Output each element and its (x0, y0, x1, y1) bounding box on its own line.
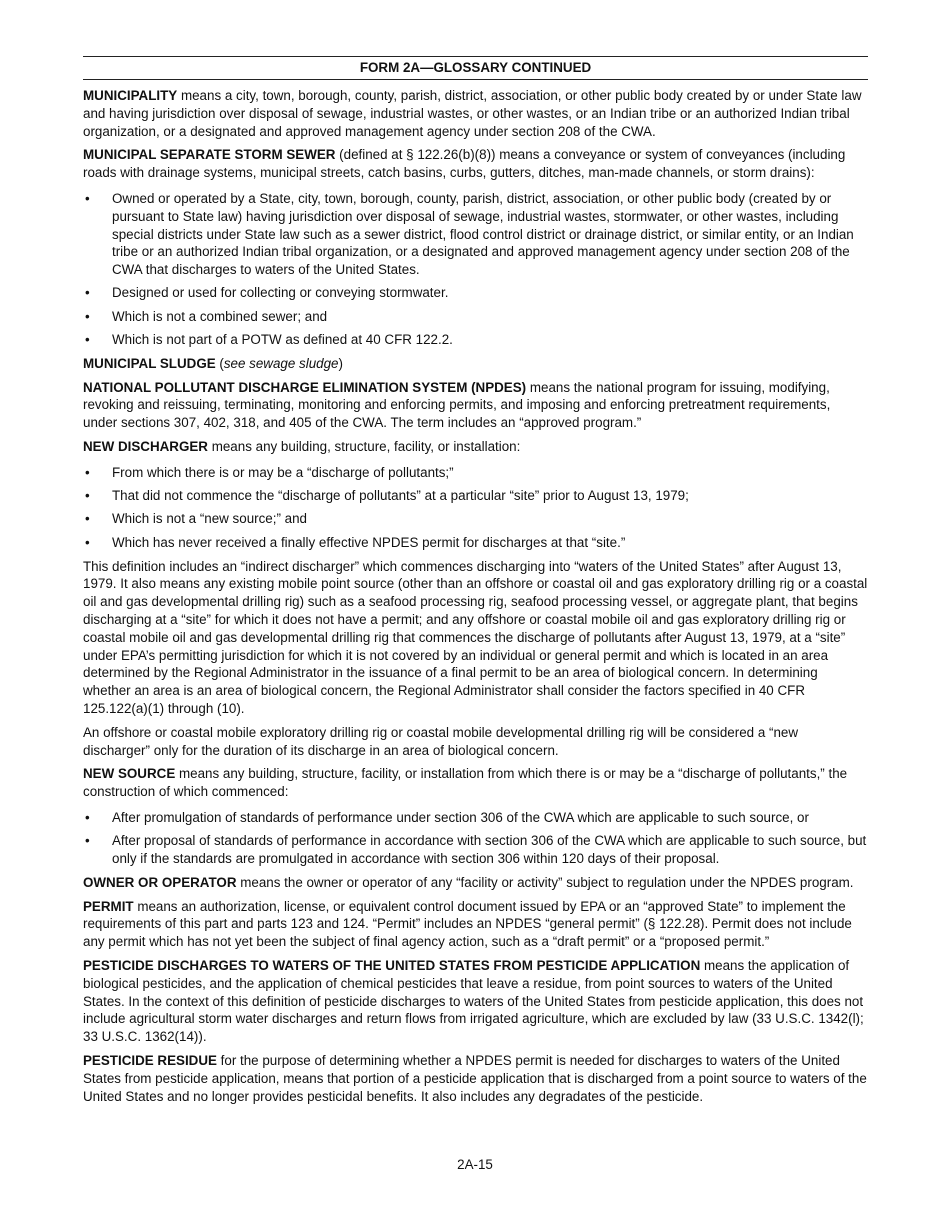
bullet-icon: • (85, 534, 90, 550)
entry-municipality (83, 87, 868, 140)
bullet-icon: • (85, 833, 90, 849)
list-item: • After promulgation of standards of performance under section 306 of the CWA which are applicable to such source, or (85, 809, 809, 825)
bullet-icon: • (85, 308, 90, 324)
list-item: • Which is not a “new source;” and (85, 511, 307, 527)
bullet-icon: • (85, 332, 90, 348)
entry-owner-or-operator (83, 874, 868, 892)
list-item: • After proposal of standards of performance in accordance with section 306 of the CWA which are applicable to such source, but only if the standards are promulgated in accordance with section 306 within 120 days of their proposal. (85, 833, 867, 866)
term: NATIONAL POLLUTANT DISCHARGE ELIMINATION SYSTEM (NPDES) (83, 379, 527, 395)
term: MUNICIPAL SLUDGE (83, 355, 216, 371)
bullet-icon: • (85, 464, 90, 480)
definition: means an authorization, license, or equivalent control document issued by EPA or an “approved State” to implement the requirements of this part and parts 123 and 124. “Permit” includes an NPDES “general permit” (§ 122.28). Permit does not include any permit which has not yet been the subject of final agency action, such as a “draft permit” or a “proposed permit.” (83, 898, 852, 950)
definition: means the national program for issuing, modifying, revoking and reissuing, terminating, monitoring and enforcing permits, and imposing and enforcing pretreatment requirements, under sections 307, 402, 318, and 405 of the CWA. The term includes an “approved program.” (83, 379, 831, 431)
term: PERMIT (83, 898, 134, 914)
list-item: • Which has never received a finally effective NPDES permit for discharges at that “site.” (85, 534, 626, 550)
list-item: • Which is not part of a POTW as defined at 40 CFR 122.2. (85, 332, 453, 348)
list-item: • That did not commence the “discharge of pollutants” at a particular “site” prior to August 13, 1979; (85, 488, 689, 504)
entry-municipal-sludge: MUNICIPAL SLUDGE (see sewage sludge) (83, 355, 343, 371)
list-item: • Owned or operated by a State, city, town, borough, county, parish, district, association, or other public body (created by or pursuant to State law) having jurisdiction over disposal of sewage, industrial wastes, stormwater, or other wastes, including special districts under State law such as a sewer district, flood control district or drainage district, or similar entity, or an Indian tribe or an authorized Indian tribal organization, or a designated and approved management agency under section 208 of the CWA that discharges to waters of the United States. (85, 190, 854, 278)
entry-new-discharger (83, 438, 868, 456)
entry-npdes (83, 379, 868, 432)
definition: (defined at § 122.26(b)(8)) means a conveyance or system of conveyances (including roads with drainage systems, municipal streets, catch basins, curbs, gutters, ditches, man-made channels, or storm drains): (83, 147, 846, 181)
bullet-icon: • (85, 511, 90, 527)
page-number: 2A-15 (457, 1157, 493, 1172)
term: NEW DISCHARGER (83, 439, 208, 455)
bullet-icon: • (85, 190, 90, 206)
definition: means any building, structure, facility, or installation: (207, 439, 521, 455)
new-discharger-paragraph-2: An offshore or coastal mobile exploratory drilling rig or coastal mobile developmental drilling rig will be considered a “new discharger” only for the duration of its discharge in an area of biological concern. (83, 724, 799, 758)
list-item: • Designed or used for collecting or conveying stormwater. (85, 285, 449, 301)
ms4-list (83, 190, 868, 349)
entry-pesticide-discharges (83, 957, 868, 1046)
entry-new-source (83, 765, 868, 801)
term: MUNICIPALITY (83, 88, 178, 103)
term: OWNER OR OPERATOR (83, 874, 237, 890)
list-item: • From which there is or may be a “discharge of pollutants;” (85, 464, 454, 480)
definition: means a city, town, borough, county, parish, district, association, or other public body created by or under State law and having jurisdiction over disposal of sewage, industrial wastes, or other wastes, or an Indian tribe or an authorized Indian tribal organization, or a designated and approved management agency under section 208 of the CWA. (83, 88, 862, 139)
term: PESTICIDE RESIDUE (83, 1052, 217, 1068)
entry-municipal-separate-storm-sewer (83, 146, 868, 182)
entry-pesticide-residue (83, 1052, 868, 1105)
term: NEW SOURCE (83, 766, 176, 782)
cross-reference: see sewage sludge (223, 355, 339, 371)
definition: means the owner or operator of any “facility or activity” subject to regulation under the NPDES program. (236, 874, 854, 890)
new-discharger-list (83, 464, 868, 552)
new-discharger-paragraph-1: This definition includes an “indirect discharger” which commences discharging into “waters of the United States” after August 13, 1979. It also means any existing mobile point source (other than an offshore or coastal oil and gas exploratory drilling rig or a coastal oil and gas developmental drilling rig) such as a seafood processing rig, seafood processing vessel, or aggregate plant, that begins discharging at a “site” for which it does not have a permit; and any offshore or coastal mobile oil and gas exploratory drilling rig or coastal mobile oil and gas developmental drilling rig that commences the discharge of pollutants after August 13, 1979, at a “site” under EPA’s permitting jurisdiction for which it is not covered by an individual or general permit and which is located in an area determined by the Regional Administrator in the issuance of a final permit to be an area of biological concern. In determining whether an area is an area of biological concern, the Regional Administrator shall consider the factors specified in 40 CFR 125.122(a)(1) through (10). (83, 558, 868, 716)
definition: means any building, structure, facility, or installation from which there is or may be a “discharge of pollutants,” the construction of which commenced: (83, 766, 848, 800)
bullet-icon: • (85, 809, 90, 825)
glossary-page (83, 56, 868, 1105)
definition: for the purpose of determining whether a NPDES permit is needed for discharges to waters of the United States from pesticide application, means that portion of a pesticide application that is discharged from a point source to waters of the United States and no longer provides pesticidal benefits. It also includes any degradates of the pesticide. (83, 1052, 867, 1104)
list-item: • Which is not a combined sewer; and (85, 308, 328, 324)
bullet-icon: • (85, 285, 90, 301)
definition: means the application of biological pesticides, and the application of chemical pesticides that leave a residue, from point sources to waters of the United States. In the context of this definition of pesticide discharges to waters of the United States from pesticide application, this does not include agricultural storm water discharges and return flows from irrigated agriculture, which are excluded by law (33 U.S.C. 1342(l); 33 U.S.C. 1362(14)). (83, 957, 864, 1045)
bullet-icon: • (85, 488, 90, 504)
new-source-list (83, 809, 868, 868)
term: MUNICIPAL SEPARATE STORM SEWER (83, 147, 336, 163)
entry-permit (83, 898, 868, 951)
page-header: FORM 2A—GLOSSARY CONTINUED (83, 56, 868, 80)
term: PESTICIDE DISCHARGES TO WATERS OF THE UNITED STATES FROM PESTICIDE APPLICATION (83, 957, 701, 973)
